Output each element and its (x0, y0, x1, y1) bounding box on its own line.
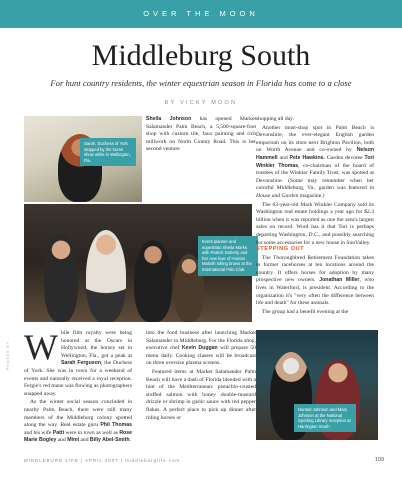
text-run: has opened Market Salamander Palm Beach, a 5,500-square-foot shop with custom tile, faux painting and rich millwork on North County Road. This is her second venture (146, 116, 256, 153)
paragraph (256, 116, 374, 124)
text-run: , the Duchess of York. She was in town for a weekend of events and naturally received a royal reception. Fergie's red mane was flowing as photographers snapped away. (24, 360, 133, 397)
person-name: Kevin Duggan (181, 345, 218, 352)
page-footer: MIDDLEBURG LIFE | APRIL 2007 | middleburglife.com (24, 458, 181, 463)
article-column-middle-top (146, 116, 256, 155)
person-name: Sarah Ferguson (60, 360, 101, 367)
text-run: . Garden devotee (323, 154, 363, 161)
text-run: shopping all day. (256, 116, 295, 122)
text-run: and (80, 437, 89, 444)
person-name: Pete Hawkins (289, 154, 324, 161)
article-column-right-top (256, 116, 374, 248)
text-run: were in town as well as (65, 429, 118, 436)
text-run: . (129, 437, 131, 444)
text-run: The group had a benefit evening at the (262, 308, 349, 315)
text-run: and his wife (24, 429, 52, 436)
text-run: into the food business after launching Market Salamander in Middleburg. For the Florida shop, executive chef (146, 330, 256, 352)
person-name: Sheila Johnson (146, 116, 192, 122)
text-run: magazine.) (299, 192, 325, 199)
text-run: hile film royalty were being honored at the Oscars in Hollywood, the horsey set in Wellington, Fla., got a peak at (60, 330, 132, 359)
person-name: Rose Marie Bogley (24, 429, 132, 444)
person-name: Nelson Hammell (256, 147, 374, 161)
person-name: Patti (52, 429, 65, 436)
article-byline: BY VICKY MOON (164, 100, 238, 106)
article-column-left (24, 327, 133, 446)
magazine-title: House and Garden (256, 192, 299, 199)
person-name: Billy Abel-Smith (89, 437, 130, 444)
text-run: and (279, 154, 288, 161)
photo-figure (134, 240, 172, 322)
person-name: Jonathan Miller (319, 277, 360, 284)
paragraph (146, 369, 256, 422)
text-run: The Thoroughbred Retirement Foundation takes in former racehorses at ten locations around the country. It offers horses for adoption by many prospective new owners. (256, 254, 374, 284)
paragraph (146, 116, 256, 154)
caption-event: Event planner and equestrian Sheila Marks with Patrick Doherty and her new love of Horatio Malosh rolling brows at the International Polo Club (198, 236, 258, 276)
text-run: , co-chairman of the board of trustees of the Winkler Family Trust, was spotted at Devonshire. (Some may remember when her colorful Middleburg, Va., garden was featured in (256, 162, 375, 192)
article-column-middle-bottom (146, 330, 256, 423)
text-run: The 63-year-old Mark Winkler Company sold its Washington real estate holdings a year ago for $2.3 billion when it was reported as one the area's largest sales on record. Word has it that Tori is perhaps departing Washington, D.C., and possibly searching for some accessories for a new house in SunValley. (256, 201, 374, 246)
drop-cap: W (24, 327, 58, 367)
paragraph (256, 202, 374, 248)
paragraph (24, 399, 132, 445)
text-run: , who lives in Waterford, is president. According to the organization it's "very often the difference between life and death" for these animals. (256, 277, 374, 307)
paragraph (24, 327, 133, 398)
section-banner: OVER THE MOON (0, 0, 402, 28)
article-subtitle: For hunt country residents, the winter equestrian season in Florida has come to a close (50, 78, 352, 88)
text-run: Featured items at Market Salamander Palm Beach will have a dash of Florida blended with a hint of the Mediterranean: pistachio-crusted stuffed salmon with honey double-mustard drizzle or shrimp in garlic sauce with red pepper flakes. A perfect place to pick up dinner after riding horses or (146, 368, 256, 421)
caption-reception: Hunted Johnson and Mary Johnson at the National Sporting Library reception at Harrington South (294, 404, 356, 432)
page-number: 109 (375, 457, 384, 463)
photo-credit: PHOTOS BY ... (6, 333, 10, 370)
photo-figure (44, 234, 78, 322)
paragraph (146, 330, 256, 368)
article-column-right-bottom (256, 244, 374, 317)
section-heading: STEPPING OUT (256, 246, 305, 252)
text-run: will prepare 50 menu daily. Cooking classes will be broadcast on three oversize plasma screens. (146, 345, 256, 367)
text-run: Another must-shop spot in Palm Beach is Devonshire, the ever-elegant English garden emporium on its store next Brighton Pavilion, both on Worth Avenue and co-owned by (256, 124, 374, 154)
person-name: Tori Winkler Thomas (256, 154, 374, 169)
text-run: and (57, 437, 66, 444)
paragraph (256, 309, 374, 317)
photo-figure (86, 230, 126, 322)
caption-duchess: Sarah, Duchess of York stopped by the horse show while in Wellington, Fla. (80, 138, 136, 166)
article-title: Middleburg South (91, 39, 311, 72)
person-name: Mimi (67, 437, 80, 444)
paragraph (256, 255, 374, 308)
text-run: As the winter social season concluded in nearby Palm Beach, there were still many members of the Middleburg colony spotted along the way. Real estate guru (24, 399, 132, 429)
paragraph (256, 125, 374, 201)
person-name: Phil Thomas (100, 422, 132, 429)
